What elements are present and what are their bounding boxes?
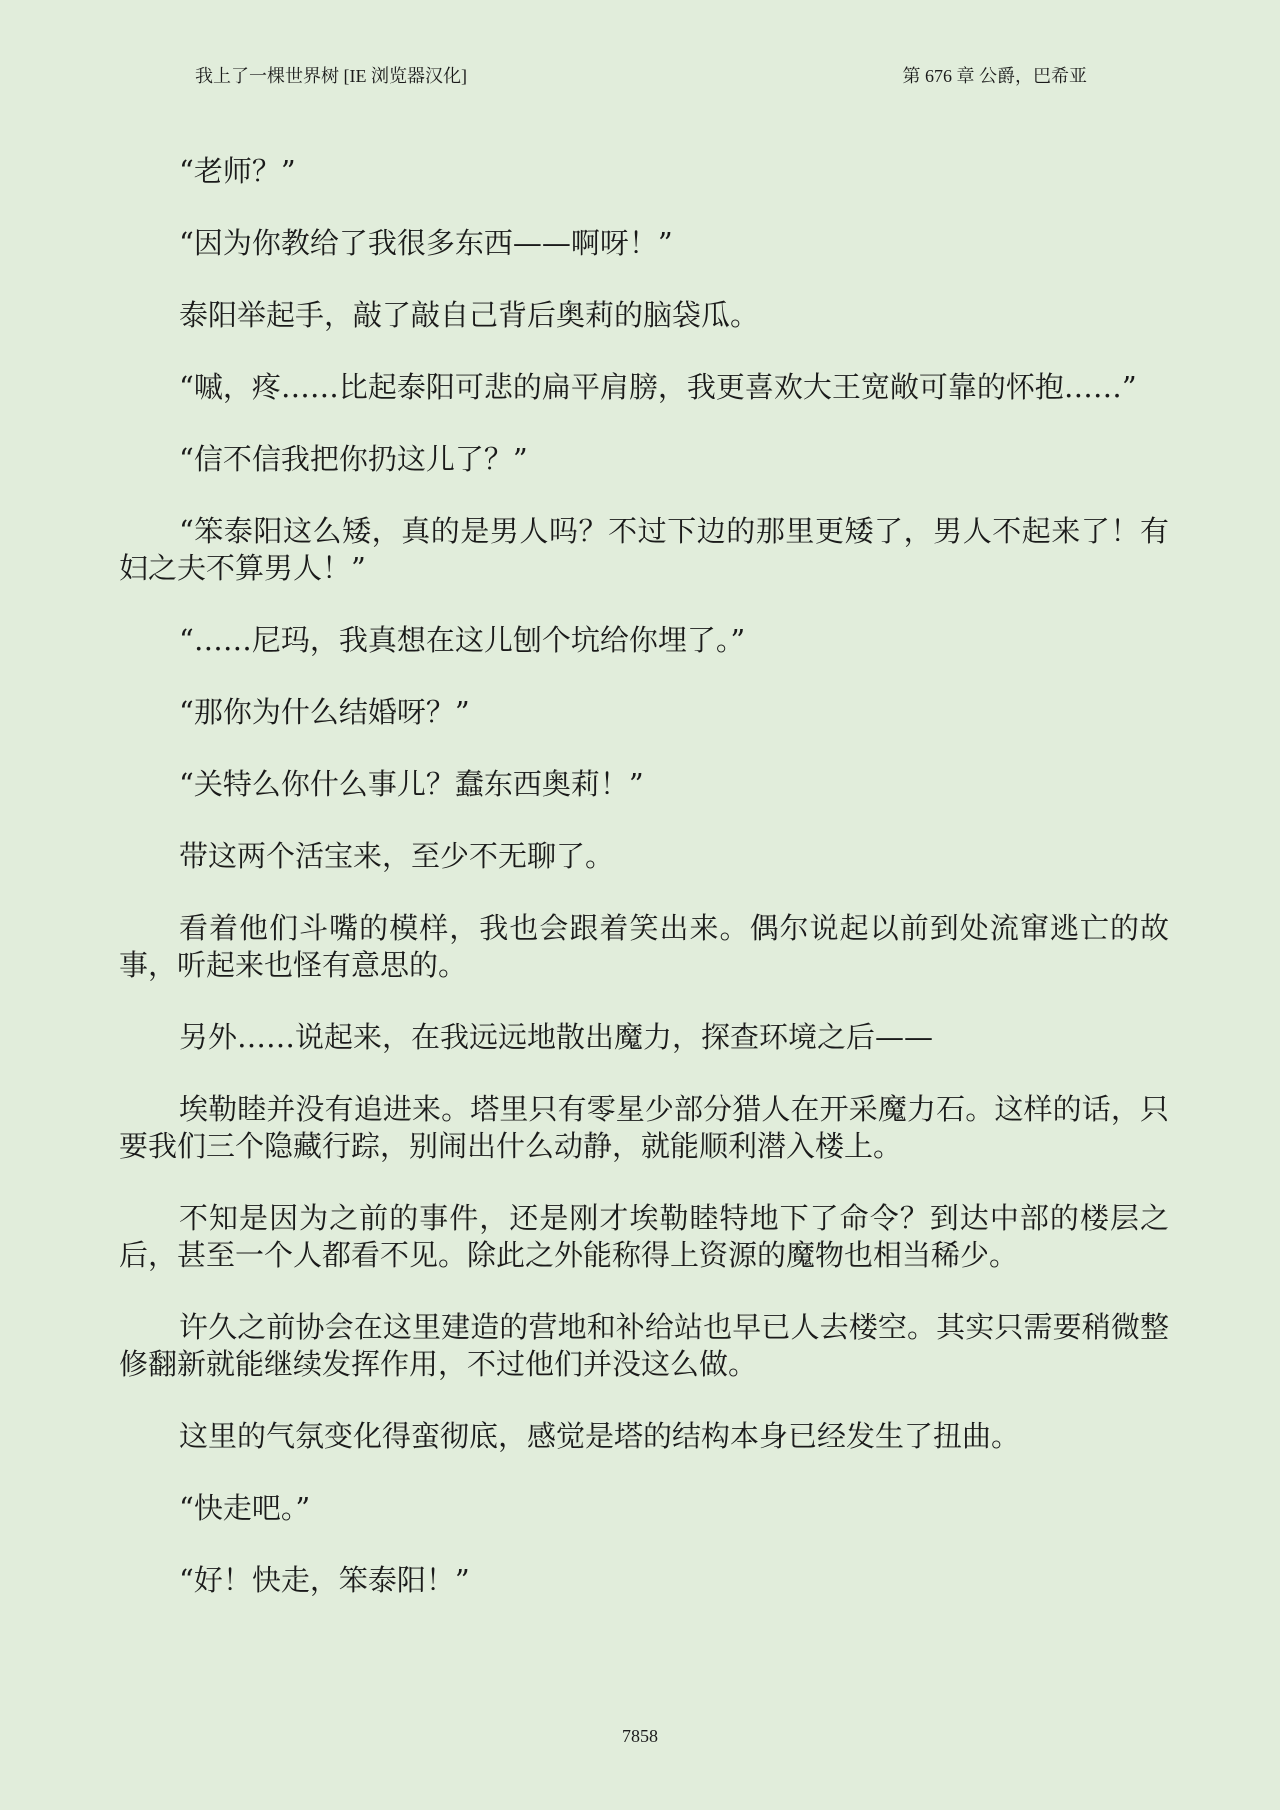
paragraph: “笨泰阳这么矮，真的是男人吗？不过下边的那里更矮了，男人不起来了！有妇之夫不算男人！” bbox=[119, 514, 1169, 585]
paragraph: “快走吧。” bbox=[179, 1491, 311, 1525]
paragraph: 泰阳举起手，敲了敲自己背后奥莉的脑袋瓜。 bbox=[179, 298, 760, 332]
page-body bbox=[119, 153, 1169, 1634]
paragraph: “好！快走，笨泰阳！” bbox=[179, 1563, 470, 1597]
paragraph: “因为你教给了我很多东西——啊呀！” bbox=[179, 226, 673, 260]
paragraph: 许久之前协会在这里建造的营地和补给站也早已人去楼空。其实只需要稍微整修翻新就能继续发挥作用，不过他们并没这么做。 bbox=[119, 1310, 1169, 1381]
paragraph: “关特么你什么事儿？蠢东西奥莉！” bbox=[179, 767, 644, 801]
paragraph: “嘁，疼……比起泰阳可悲的扁平肩膀，我更喜欢大王宽敞可靠的怀抱……” bbox=[179, 370, 1137, 404]
paragraph: “老师？” bbox=[179, 154, 296, 188]
paragraph: 另外……说起来，在我远远地散出魔力，探查环境之后—— bbox=[179, 1020, 934, 1054]
paragraph: “那你为什么结婚呀？” bbox=[179, 695, 470, 729]
paragraph: 看着他们斗嘴的模样，我也会跟着笑出来。偶尔说起以前到处流窜逃亡的故事，听起来也怪有意思的。 bbox=[119, 911, 1169, 982]
paragraph: “……尼玛，我真想在这儿刨个坑给你埋了。” bbox=[179, 623, 746, 657]
paragraph: 这里的气氛变化得蛮彻底，感觉是塔的结构本身已经发生了扭曲。 bbox=[179, 1419, 1021, 1453]
page-number: 7858 bbox=[622, 1726, 658, 1746]
paragraph: 不知是因为之前的事件，还是刚才埃勒睦特地下了命令？到达中部的楼层之后，甚至一个人都看不见。除此之外能称得上资源的魔物也相当稀少。 bbox=[119, 1201, 1169, 1272]
header-book-title: 我上了一棵世界树 [IE 浏览器汉化] bbox=[195, 66, 467, 86]
paragraph: 埃勒睦并没有追进来。塔里只有零星少部分猎人在开采魔力石。这样的话，只要我们三个隐藏行踪，别闹出什么动静，就能顺利潜入楼上。 bbox=[119, 1092, 1169, 1163]
header-chapter-title: 第 676 章 公爵，巴希亚 bbox=[902, 66, 1087, 86]
paragraph: “信不信我把你扔这儿了？” bbox=[179, 442, 528, 476]
paragraph: 带这两个活宝来，至少不无聊了。 bbox=[179, 839, 615, 873]
